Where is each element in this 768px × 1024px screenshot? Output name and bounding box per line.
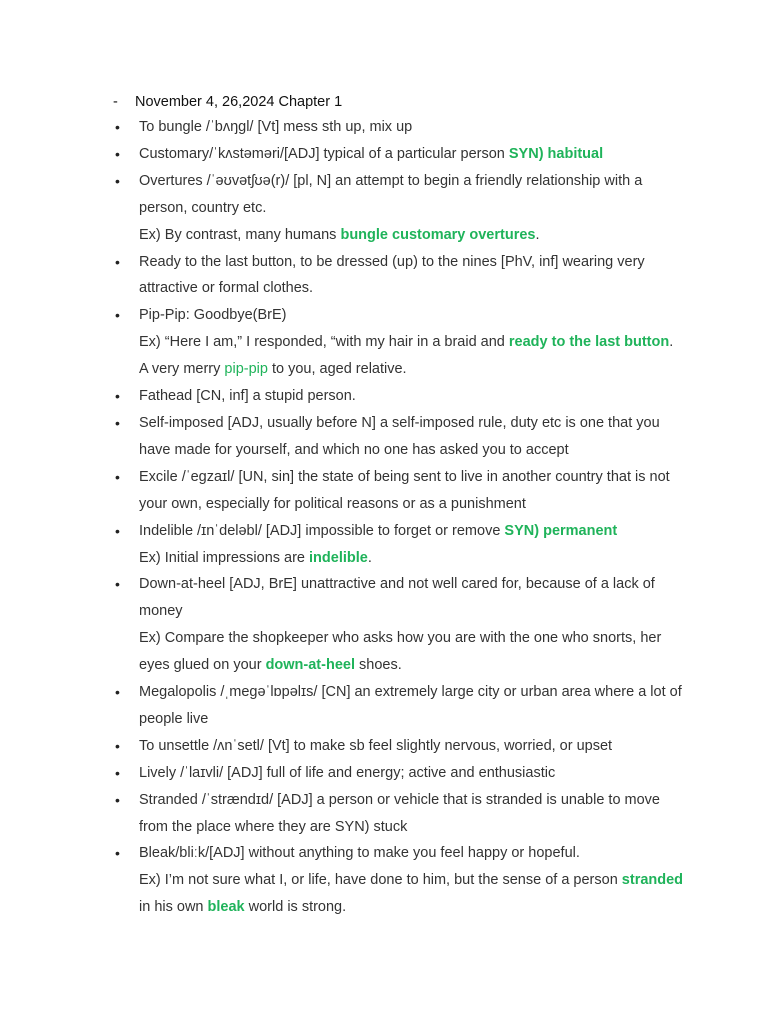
highlighted-term: down-at-heel <box>265 657 355 674</box>
text-segment: Lively /ˈlaɪvli/ [ADJ] full of life and energy; active and enthusiastic <box>139 764 556 781</box>
bullet-marker: • <box>115 522 120 539</box>
vocab-entry <box>115 249 684 303</box>
entry-example <box>139 222 684 249</box>
entry-example <box>139 545 684 572</box>
vocab-entry <box>115 518 684 572</box>
text-segment: in his own <box>139 899 208 916</box>
entry-definition <box>139 302 684 329</box>
entry-example <box>139 625 684 679</box>
bullet-marker: • <box>115 253 120 270</box>
bullet-marker: • <box>115 172 120 189</box>
bullet-marker: • <box>115 388 120 405</box>
text-segment: Ex) Compare the shopkeeper who asks how you are with the one who snorts, her eyes glued on your <box>139 630 662 674</box>
text-segment: Ex) “Here I am,” I responded, “with my hair in a braid and <box>139 334 509 351</box>
heading-dash: - <box>113 94 118 110</box>
text-segment: . <box>367 549 372 566</box>
vocabulary-list <box>115 114 684 921</box>
vocab-entry <box>115 733 684 760</box>
text-segment: Pip-Pip: Goodbye(BrE) <box>139 307 287 324</box>
text-segment: Bleak/bliːk/[ADJ] without anything to make you feel happy or hopeful. <box>139 845 580 862</box>
text-segment: Megalopolis /ˌmeɡəˈlɒpəlɪs/ [CN] an extremely large city or urban area where a lot of people live <box>139 684 682 727</box>
vocab-entry <box>115 410 684 464</box>
text-segment: . A very merry <box>139 334 674 378</box>
vocab-entry <box>115 787 684 841</box>
entry-example <box>139 329 684 383</box>
entry-definition <box>139 383 684 410</box>
entry-definition <box>139 571 684 625</box>
entry-definition <box>139 733 684 760</box>
entry-definition <box>139 840 684 867</box>
bullet-marker: • <box>115 764 120 781</box>
text-segment: Self-imposed [ADJ, usually before N] a self-imposed rule, duty etc is one that you have made for yourself, and which no one has asked you to accept <box>139 414 660 458</box>
bullet-marker: • <box>115 145 120 162</box>
highlighted-term: ready to the last button <box>508 334 670 351</box>
text-segment: Ready to the last button, to be dressed (up) to the nines [PhV, inf] wearing very attractive or formal clothes. <box>139 253 645 297</box>
text-segment: Excile /ˈeɡzaɪl/ [UN, sin] the state of being sent to live in another country that is not your own, especially for political reasons or as a punishment <box>139 468 670 512</box>
text-segment: world is strong. <box>244 899 347 916</box>
highlighted-term: pip-pip <box>224 361 268 378</box>
entry-definition <box>139 410 684 464</box>
text-segment: Indelible /ɪnˈdeləbl/ [ADJ] impossible to forget or remove <box>139 522 505 539</box>
highlighted-term: indelible <box>309 549 368 566</box>
bullet-marker: • <box>115 684 120 701</box>
text-segment: Fathead [CN, inf] a stupid person. <box>139 388 356 405</box>
bullet-marker: • <box>115 845 120 862</box>
highlighted-term: bungle customary overtures <box>340 226 536 243</box>
text-segment: To bungle /ˈbʌŋɡl/ [Vt] mess sth up, mix up <box>139 119 413 135</box>
bullet-marker: • <box>115 791 120 808</box>
entry-definition <box>139 141 684 168</box>
highlighted-term: bleak <box>207 899 245 916</box>
vocab-entry <box>115 760 684 787</box>
entry-definition <box>139 518 684 545</box>
text-segment: Ex) Initial impressions are <box>139 549 310 566</box>
entry-definition <box>139 249 684 303</box>
text-segment: Customary/ˈkʌstəməri/[ADJ] typical of a particular person <box>139 145 509 162</box>
vocab-entry <box>115 302 684 383</box>
text-segment: Stranded /ˈstrændɪd/ [ADJ] a person or vehicle that is stranded is unable to move from the place where they are SYN) stuck <box>139 791 660 835</box>
bullet-marker: • <box>115 576 120 593</box>
bullet-marker: • <box>115 119 120 135</box>
vocab-entry <box>115 383 684 410</box>
bullet-marker: • <box>115 468 120 485</box>
bullet-marker: • <box>115 307 120 324</box>
text-segment: Overtures /ˈəʊvətʃʊə(r)/ [pl, N] an attempt to begin a friendly relationship with a person, country etc. <box>139 172 643 216</box>
vocab-entry <box>115 141 684 168</box>
vocab-entry <box>115 840 684 921</box>
highlighted-term: SYN) habitual <box>508 145 604 162</box>
text-segment: to you, aged relative. <box>267 361 407 378</box>
entry-definition <box>139 168 684 222</box>
text-segment: Ex) By contrast, many humans <box>139 226 341 243</box>
entry-definition <box>139 787 684 841</box>
text-segment: Ex) I’m not sure what I, or life, have done to him, but the sense of a person <box>139 872 622 889</box>
vocab-entry <box>115 679 684 733</box>
vocab-entry <box>115 571 684 679</box>
highlighted-term: stranded <box>621 872 684 889</box>
vocab-entry <box>115 464 684 518</box>
entry-definition <box>139 760 684 787</box>
chapter-heading <box>113 92 342 112</box>
entry-definition <box>139 464 684 518</box>
entry-definition <box>139 114 684 141</box>
text-segment: To unsettle /ʌnˈsetl/ [Vt] to make sb feel slightly nervous, worried, or upset <box>139 737 613 754</box>
vocab-entry <box>115 114 684 141</box>
highlighted-term: SYN) permanent <box>504 522 618 539</box>
bullet-marker: • <box>115 737 120 754</box>
vocab-entry <box>115 168 684 249</box>
text-segment: . <box>535 226 540 243</box>
text-segment: Down-at-heel [ADJ, BrE] unattractive and not well cared for, because of a lack of money <box>139 576 655 620</box>
heading-text: November 4, 26,2024 Chapter 1 <box>135 94 343 110</box>
bullet-marker: • <box>115 414 120 431</box>
entry-example <box>139 867 684 921</box>
text-segment: shoes. <box>354 657 402 674</box>
entry-definition <box>139 679 684 733</box>
